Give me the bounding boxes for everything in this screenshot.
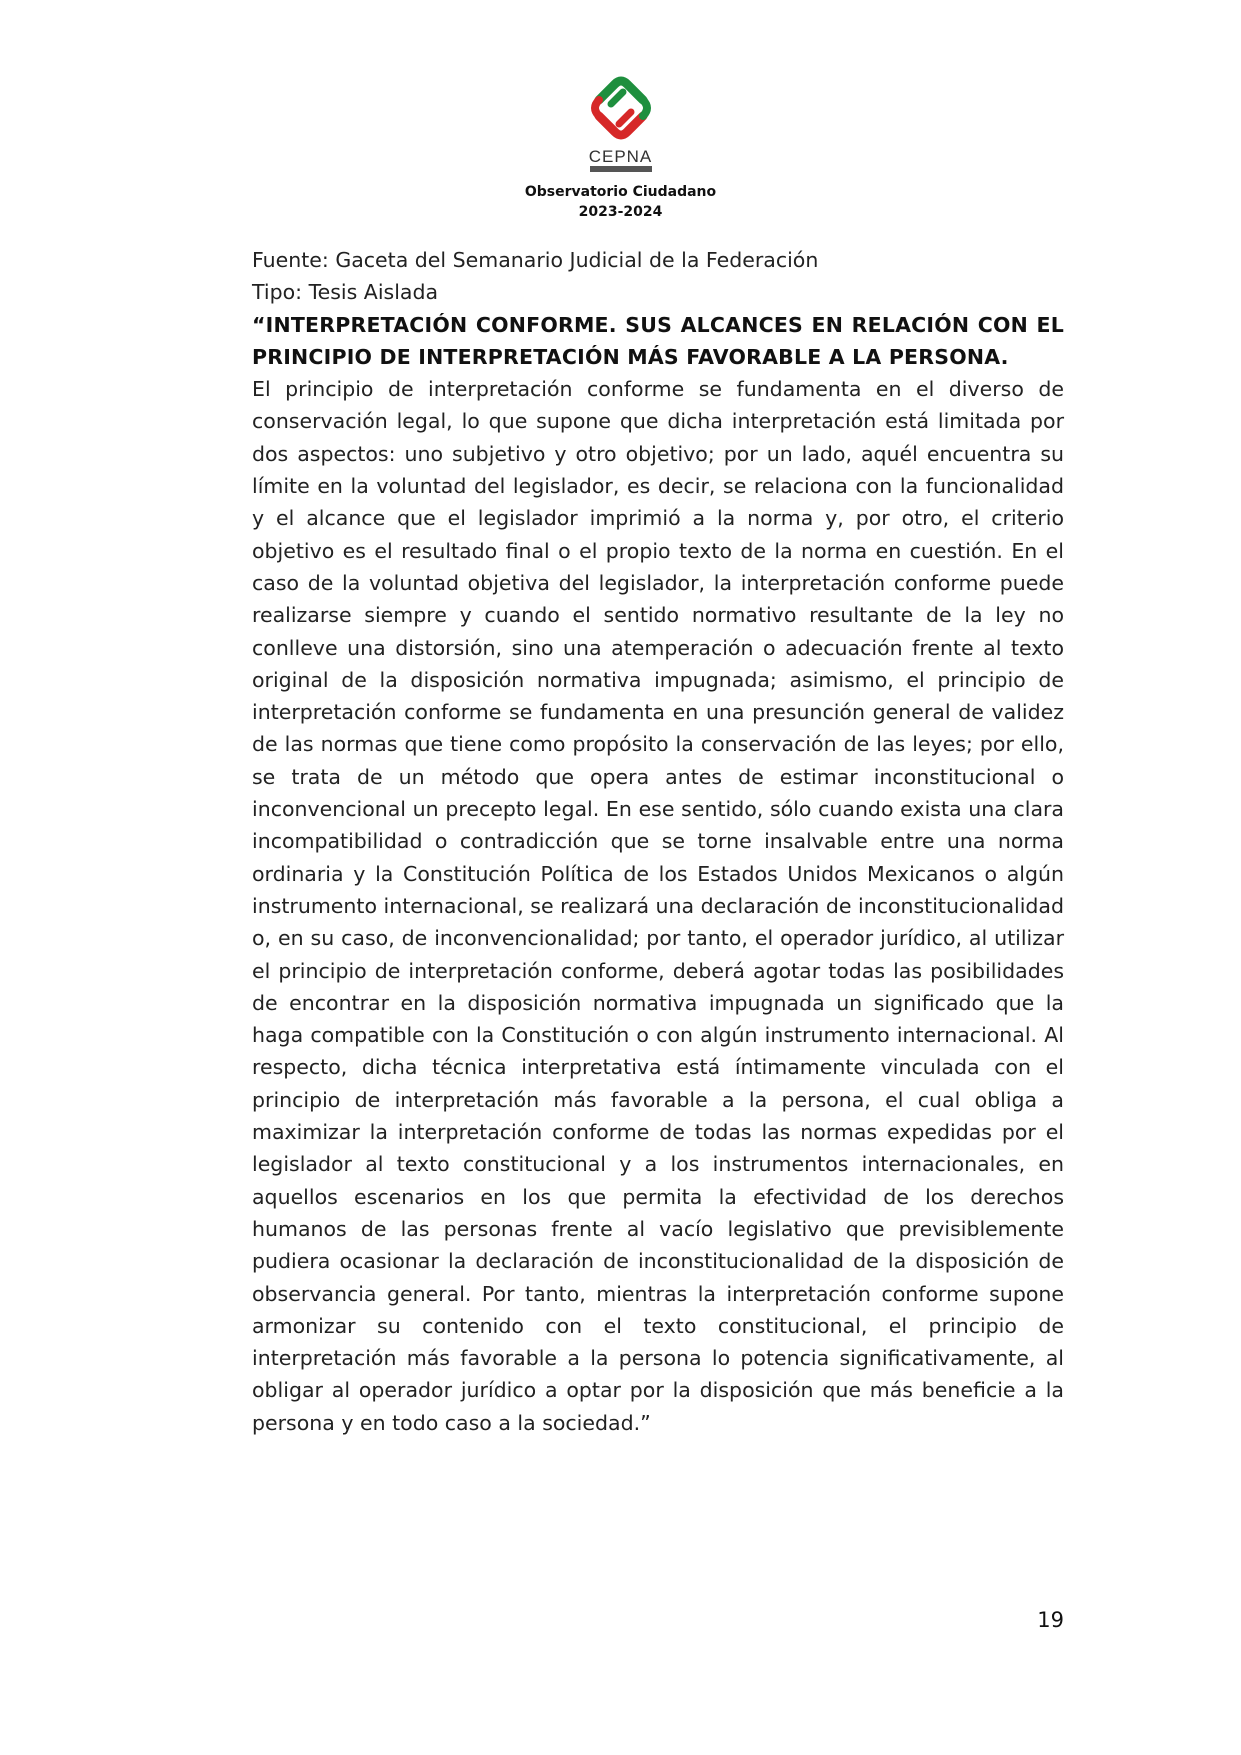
organization-period: 2023-2024 <box>578 204 663 220</box>
cepna-logo-icon <box>581 70 661 150</box>
logo-tagline-bar <box>590 166 652 172</box>
document-content <box>252 244 1064 1439</box>
thesis-body: El principio de interpretación conforme se fundamenta en el diverso de conservación legal, lo que supone que dicha interpretación está limitada por dos aspectos: uno subjetivo y otro objetivo; por un lado, aquél encuentra su límite en la voluntad del legislador, es decir, se relaciona con la funcionalidad y el alcance que el legislador imprimió a la norma y, por otro, el criterio objetivo es el resultado final o el propio texto de la norma en cuestión. En el caso de la voluntad objetiva del legislador, la interpretación conforme puede realizarse siempre y cuando el sentido normativo resultante de la ley no conlleve una distorsión, sino una atemperación o adecuación frente al texto original de la disposición normativa impugnada; asimismo, el principio de interpretación conforme se fundamenta en una presunción general de validez de las normas que tiene como propósito la conservación de las leyes; por ello, se trata de un método que opera antes de estimar inconstitucional o inconvencional un precepto legal. En ese sentido, sólo cuando exista una clara incompatibilidad o contradicción que se torne insalvable entre una norma ordinaria y la Constitución Política de los Estados Unidos Mexicanos o algún instrumento internacional, se realizará una declaración de inconstitucionalidad o, en su caso, de inconvencionalidad; por tanto, el operador jurídico, al utilizar el principio de interpretación conforme, deberá agotar todas las posibilidades de encontrar en la disposición normativa impugnada un significado que la haga compatible con la Constitución o con algún instrumento internacional. Al respecto, dicha técnica interpretativa está íntimamente vinculada con el principio de interpretación más favorable a la persona, el cual obliga a maximizar la interpretación conforme de todas las normas expedidas por el legislador al texto constitucional y a los instrumentos internacionales, en aquellos escenarios en los que permita la efectividad de los derechos humanos de las personas frente al vacío legislativo que previsiblemente pudiera ocasionar la declaración de inconstitucionalidad de la disposición de observancia general. Por tanto, mientras la interpretación conforme supone armonizar su contenido con el texto constitucional, el principio de interpretación más favorable a la persona lo potencia significativamente, al obligar al operador jurídico a optar por la disposición que más beneficie a la persona y en todo caso a la sociedad.” <box>252 377 1064 1435</box>
type-line: Tipo: Tesis Aislada <box>252 280 439 305</box>
source-line: Fuente: Gaceta del Semanario Judicial de la Federación <box>252 248 819 272</box>
thesis-title: “INTERPRETACIÓN CONFORME. SUS ALCANCES EN RELACIÓN CON EL PRINCIPIO DE INTERPRETACIÓN MÁS FAVORABLE A LA PERSONA. <box>252 312 1064 369</box>
logo-wordmark: CEPNA <box>588 147 653 166</box>
organization-name: Observatorio Ciudadano <box>524 184 717 200</box>
page-number: 19 <box>1037 1608 1064 1632</box>
page-header <box>0 70 1241 222</box>
